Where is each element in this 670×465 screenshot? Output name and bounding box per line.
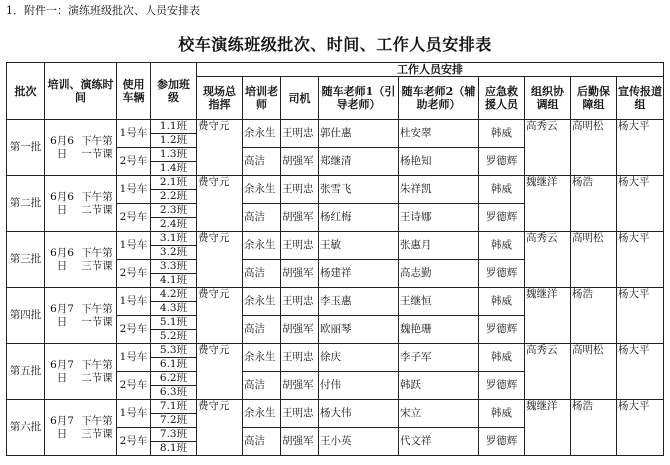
time-cell: [45, 232, 117, 288]
header-batch: 批次: [7, 63, 45, 120]
time-cell: [45, 344, 117, 400]
coordination-cell: 魏继洋: [525, 176, 571, 232]
class-cell: 5.1班: [151, 316, 197, 330]
trainer-cell: 余永生: [243, 400, 281, 428]
vehicle-cell: 2号车: [117, 148, 151, 176]
commander-cell: 费守元: [197, 344, 243, 400]
vehicle-cell: 2号车: [117, 372, 151, 400]
rescue-cell: 罗德辉: [479, 148, 525, 176]
class-cell: 3.3班: [151, 260, 197, 274]
class-cell: 3.2班: [151, 246, 197, 260]
trainer-cell: 高洁: [243, 428, 281, 456]
rescue-cell: 罗德辉: [479, 204, 525, 232]
class-cell: 2.1班: [151, 176, 197, 190]
header-trainer: 培训老师: [243, 77, 281, 120]
lead-teacher-cell: 杨大伟: [319, 400, 399, 428]
header-lead-teacher: 随车老师1（引导老师）: [319, 77, 399, 120]
commander-cell: 费守元: [197, 400, 243, 456]
rescue-cell: 韩威: [479, 288, 525, 316]
class-cell: 4.2班: [151, 288, 197, 302]
vehicle-cell: 1号车: [117, 344, 151, 372]
logistics-cell: 杨浩: [571, 176, 617, 232]
trainer-cell: 高洁: [243, 204, 281, 232]
class-cell: 8.1班: [151, 442, 197, 456]
driver-cell: 王明忠: [281, 288, 319, 316]
header-staff-group: 工作人员安排: [197, 63, 664, 77]
date-text: 6月6日: [50, 190, 74, 216]
trainer-cell: 余永生: [243, 288, 281, 316]
coordination-cell: 魏继洋: [525, 400, 571, 456]
class-cell: 1.2班: [151, 134, 197, 148]
lead-teacher-cell: 王敏: [319, 232, 399, 260]
rescue-cell: 罗德辉: [479, 372, 525, 400]
trainer-cell: 余永生: [243, 232, 281, 260]
class-cell: 4.1班: [151, 274, 197, 288]
class-cell: 3.1班: [151, 232, 197, 246]
rescue-cell: 韩威: [479, 400, 525, 428]
lead-teacher-cell: 王小英: [319, 428, 399, 456]
driver-cell: 王明忠: [281, 344, 319, 372]
header-time: 培训、演练时间: [45, 63, 117, 120]
assist-teacher-cell: 韩跃: [399, 372, 479, 400]
vehicle-cell: 2号车: [117, 316, 151, 344]
period-text: 下午第三节课: [81, 246, 113, 272]
document-title: 校车演练班级批次、时间、工作人员安排表: [178, 35, 492, 54]
class-cell: 4.3班: [151, 302, 197, 316]
lead-teacher-cell: 杨红梅: [319, 204, 399, 232]
driver-cell: 王明忠: [281, 232, 319, 260]
header-publicity: 宣传报道组: [617, 77, 664, 120]
vehicle-cell: 2号车: [117, 428, 151, 456]
logistics-cell: 高明松: [571, 344, 617, 400]
table-row: [7, 120, 664, 134]
vehicle-cell: 1号车: [117, 400, 151, 428]
publicity-cell: 杨大平: [617, 120, 664, 176]
date-text: 6月6日: [50, 246, 74, 272]
assist-teacher-cell: 代文祥: [399, 428, 479, 456]
lead-teacher-cell: 张雪飞: [319, 176, 399, 204]
vehicle-cell: 2号车: [117, 204, 151, 232]
class-cell: 1.1班: [151, 120, 197, 134]
rescue-cell: 韩威: [479, 120, 525, 148]
logistics-cell: 杨浩: [571, 288, 617, 344]
table-row: [7, 288, 664, 302]
publicity-cell: 杨大平: [617, 176, 664, 232]
assist-teacher-cell: 李子军: [399, 344, 479, 372]
coordination-cell: 魏继洋: [525, 288, 571, 344]
class-cell: 1.3班: [151, 148, 197, 162]
time-cell: [45, 400, 117, 456]
period-text: 下午第三节课: [81, 414, 113, 440]
driver-cell: 胡强军: [281, 428, 319, 456]
trainer-cell: 高洁: [243, 316, 281, 344]
lead-teacher-cell: 杨建祥: [319, 260, 399, 288]
table-row: [7, 344, 664, 358]
date-text: 6月7日: [50, 302, 74, 328]
assist-teacher-cell: 杨艳知: [399, 148, 479, 176]
rescue-cell: 罗德辉: [479, 260, 525, 288]
lead-teacher-cell: 付伟: [319, 372, 399, 400]
class-cell: 5.2班: [151, 330, 197, 344]
header-vehicle: 使用车辆: [117, 63, 151, 120]
logistics-cell: 杨浩: [571, 400, 617, 456]
publicity-cell: 杨大平: [617, 344, 664, 400]
rescue-cell: 韩威: [479, 344, 525, 372]
rescue-cell: 韩威: [479, 176, 525, 204]
trainer-cell: 高洁: [243, 260, 281, 288]
header-assist-teacher: 随车老师2（辅助老师）: [399, 77, 479, 120]
driver-cell: 胡强军: [281, 204, 319, 232]
driver-cell: 胡强军: [281, 316, 319, 344]
rescue-cell: 罗德辉: [479, 428, 525, 456]
period-text: 下午第二节课: [81, 190, 113, 216]
lead-teacher-cell: 徐庆: [319, 344, 399, 372]
table-row: [7, 232, 664, 246]
trainer-cell: 余永生: [243, 120, 281, 148]
trainer-cell: 高洁: [243, 372, 281, 400]
date-text: 6月6日: [50, 134, 74, 160]
time-cell: [45, 176, 117, 232]
trainer-cell: 高洁: [243, 148, 281, 176]
date-text: 6月7日: [50, 414, 74, 440]
batch-cell: 第三批: [7, 232, 45, 288]
vehicle-cell: 2号车: [117, 260, 151, 288]
class-cell: 2.2班: [151, 190, 197, 204]
header-driver: 司机: [281, 77, 319, 120]
commander-cell: 费守元: [197, 176, 243, 232]
time-cell: [45, 288, 117, 344]
date-text: 6月7日: [50, 358, 74, 384]
class-cell: 7.1班: [151, 400, 197, 414]
vehicle-cell: 1号车: [117, 288, 151, 316]
commander-cell: 费守元: [197, 288, 243, 344]
driver-cell: 胡强军: [281, 372, 319, 400]
vehicle-cell: 1号车: [117, 232, 151, 260]
batch-cell: 第六批: [7, 400, 45, 456]
header-rescue: 应急救援人员: [479, 77, 525, 120]
header-note: 1．附件一：演练班级批次、人员安排表: [6, 4, 200, 17]
driver-cell: 王明忠: [281, 400, 319, 428]
logistics-cell: 高明松: [571, 232, 617, 288]
class-cell: 2.4班: [151, 218, 197, 232]
header-logistics: 后勤保障组: [571, 77, 617, 120]
rescue-cell: 韩威: [479, 232, 525, 260]
coordination-cell: 高秀云: [525, 232, 571, 288]
vehicle-cell: 1号车: [117, 176, 151, 204]
lead-teacher-cell: 欧丽琴: [319, 316, 399, 344]
trainer-cell: 余永生: [243, 176, 281, 204]
time-cell: [45, 120, 117, 176]
rescue-cell: 罗德辉: [479, 316, 525, 344]
publicity-cell: 杨大平: [617, 400, 664, 456]
coordination-cell: 高秀云: [525, 344, 571, 400]
class-cell: 7.3班: [151, 428, 197, 442]
commander-cell: 费守元: [197, 232, 243, 288]
header-coordination: 组织协调组: [525, 77, 571, 120]
lead-teacher-cell: 李玉惠: [319, 288, 399, 316]
batch-cell: 第四批: [7, 288, 45, 344]
class-cell: 6.3班: [151, 386, 197, 400]
schedule-body: [7, 120, 664, 456]
batch-cell: 第一批: [7, 120, 45, 176]
period-text: 下午第一节课: [81, 134, 113, 160]
coordination-cell: 高秀云: [525, 120, 571, 176]
batch-cell: 第五批: [7, 344, 45, 400]
schedule-table: [6, 62, 664, 456]
table-row: [7, 400, 664, 414]
assist-teacher-cell: 杜安翠: [399, 120, 479, 148]
assist-teacher-cell: 王继恒: [399, 288, 479, 316]
logistics-cell: 高明松: [571, 120, 617, 176]
batch-cell: 第二批: [7, 176, 45, 232]
driver-cell: 胡强军: [281, 260, 319, 288]
assist-teacher-cell: 宋立: [399, 400, 479, 428]
commander-cell: 费守元: [197, 120, 243, 176]
class-cell: 1.4班: [151, 162, 197, 176]
period-text: 下午第一节课: [81, 302, 113, 328]
vehicle-cell: 1号车: [117, 120, 151, 148]
driver-cell: 王明忠: [281, 120, 319, 148]
lead-teacher-cell: 郭仕惠: [319, 120, 399, 148]
header-classes: 参加班级: [151, 63, 197, 120]
class-cell: 7.2班: [151, 414, 197, 428]
lead-teacher-cell: 郑继清: [319, 148, 399, 176]
assist-teacher-cell: 魏艳珊: [399, 316, 479, 344]
assist-teacher-cell: 高志勤: [399, 260, 479, 288]
assist-teacher-cell: 王诗娜: [399, 204, 479, 232]
table-row: [7, 176, 664, 190]
period-text: 下午第二节课: [81, 358, 113, 384]
class-cell: 5.3班: [151, 344, 197, 358]
class-cell: 6.2班: [151, 372, 197, 386]
header-commander: 现场总指挥: [197, 77, 243, 120]
publicity-cell: 杨大平: [617, 232, 664, 288]
class-cell: 2.3班: [151, 204, 197, 218]
assist-teacher-cell: 张惠月: [399, 232, 479, 260]
driver-cell: 胡强军: [281, 148, 319, 176]
class-cell: 6.1班: [151, 358, 197, 372]
assist-teacher-cell: 朱祥凯: [399, 176, 479, 204]
trainer-cell: 余永生: [243, 344, 281, 372]
publicity-cell: 杨大平: [617, 288, 664, 344]
driver-cell: 王明忠: [281, 176, 319, 204]
